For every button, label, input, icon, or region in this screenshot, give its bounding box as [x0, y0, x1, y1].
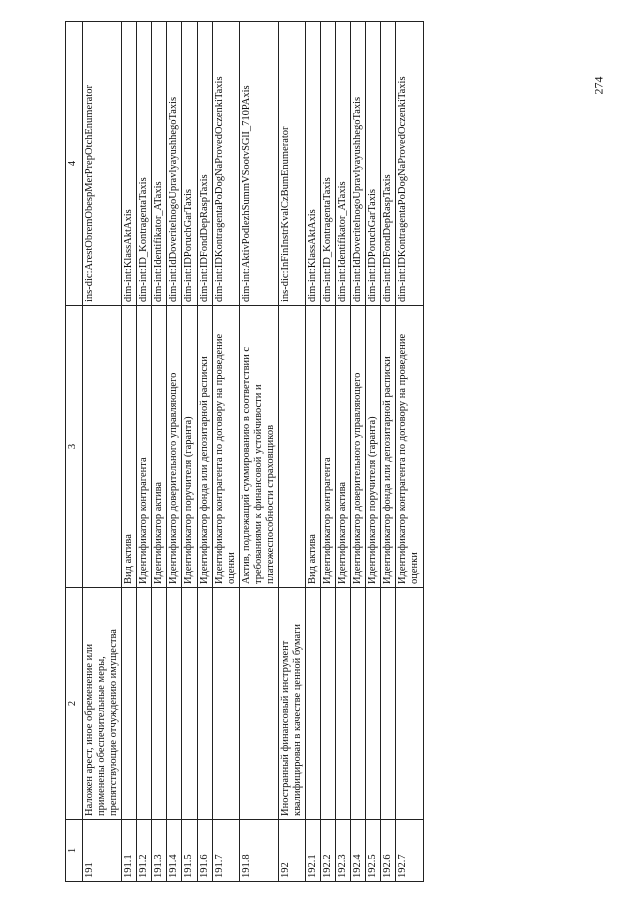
table-cell-col3: Актив, подлежащий суммированию в соответствии с требованиями к финансовой устойчивости и платежеспособности страховщиков — [239, 306, 278, 588]
table-row — [122, 22, 137, 882]
table-row — [212, 22, 239, 882]
table-cell-col4: dim-int:IDKontragentaPoDogNaProvedOczenkiTaxis — [396, 22, 423, 306]
table-row — [278, 22, 305, 882]
table-row — [381, 22, 396, 882]
table-row — [167, 22, 182, 882]
table-cell-col1: 192.1 — [306, 820, 321, 882]
table-row — [306, 22, 321, 882]
table-cell-col4: dim-int:IDFondDepRaspTaxis — [381, 22, 396, 306]
table-cell-col4: dim-int:IDKontragentaPoDogNaProvedOczenkiTaxis — [212, 22, 239, 306]
table-cell-col3 — [278, 306, 305, 588]
table-cell-col3: Идентификатор контрагента по договору на проведение оценки — [212, 306, 239, 588]
table-cell-col2 — [167, 588, 182, 820]
table-row — [321, 22, 336, 882]
table-cell-col1: 192 — [278, 820, 305, 882]
column-header-2: 2 — [66, 588, 83, 820]
rotated-table-container — [65, 22, 575, 882]
table-cell-col1: 192.5 — [366, 820, 381, 882]
table-row — [83, 22, 122, 882]
table-cell-col2: Наложен арест, иное обременение или применены обеспечительные меры, препятствующие отчуждению имущества — [83, 588, 122, 820]
table-cell-col1: 192.4 — [351, 820, 366, 882]
column-header-1: 1 — [66, 820, 83, 882]
table-cell-col4: dim-int:IDPoruchGarTaxis — [182, 22, 197, 306]
table-cell-col4: dim-int:ID_KontragentaTaxis — [321, 22, 336, 306]
table-cell-col3: Идентификатор фонда или депозитарной расписки — [197, 306, 212, 588]
table-header-row — [66, 22, 83, 882]
table-cell-col1: 191.4 — [167, 820, 182, 882]
table-cell-col2 — [321, 588, 336, 820]
column-header-3: 3 — [66, 306, 83, 588]
table-cell-col3: Идентификатор контрагента — [321, 306, 336, 588]
table-cell-col4: dim-int:ID_KontragentaTaxis — [137, 22, 152, 306]
table-cell-col2 — [122, 588, 137, 820]
table-cell-col4: dim-int:Identifikator_ATaxis — [152, 22, 167, 306]
table-cell-col3: Вид актива — [122, 306, 137, 588]
table-cell-col1: 191.1 — [122, 820, 137, 882]
table-cell-col2 — [336, 588, 351, 820]
table-cell-col4: dim-int:KlassAktAxis — [306, 22, 321, 306]
table-cell-col1: 192.3 — [336, 820, 351, 882]
column-header-4: 4 — [66, 22, 83, 306]
table-cell-col1: 192.2 — [321, 820, 336, 882]
table-cell-col4: dim-int:IdDoveritelnogoUpravlyayushhegoTaxis — [167, 22, 182, 306]
table-cell-col3: Идентификатор доверительного управляющего — [351, 306, 366, 588]
table-cell-col2 — [396, 588, 423, 820]
table-cell-col4: dim-int:Identifikator_ATaxis — [336, 22, 351, 306]
table-cell-col1: 191.2 — [137, 820, 152, 882]
table-cell-col1: 191.6 — [197, 820, 212, 882]
table-cell-col3: Идентификатор актива — [336, 306, 351, 588]
table-cell-col1: 191.7 — [212, 820, 239, 882]
table-cell-col3 — [83, 306, 122, 588]
table-cell-col3: Идентификатор контрагента по договору на проведение оценки — [396, 306, 423, 588]
table-cell-col2 — [182, 588, 197, 820]
table-cell-col2: Иностранный финансовый инструмент квалифицирован в качестве ценной бумаги — [278, 588, 305, 820]
table-cell-col2 — [351, 588, 366, 820]
table-cell-col4: dim-int:IDFondDepRaspTaxis — [197, 22, 212, 306]
table-cell-col3: Идентификатор актива — [152, 306, 167, 588]
table-cell-col4: dim-int:AktivPodlezhSummVSootvSGlI_710PAxis — [239, 22, 278, 306]
table-cell-col3: Идентификатор доверительного управляющего — [167, 306, 182, 588]
table-cell-col3: Вид актива — [306, 306, 321, 588]
table-row — [336, 22, 351, 882]
table-cell-col2 — [239, 588, 278, 820]
table-cell-col3: Идентификатор контрагента — [137, 306, 152, 588]
table-cell-col4: dim-int:KlassAktAxis — [122, 22, 137, 306]
table-cell-col1: 191 — [83, 820, 122, 882]
specification-table — [65, 21, 424, 882]
table-cell-col4: ins-dic:ArestObremObespMerPrepOtchEnumerator — [83, 22, 122, 306]
table-cell-col1: 192.6 — [381, 820, 396, 882]
table-row — [197, 22, 212, 882]
table-row — [239, 22, 278, 882]
table-row — [351, 22, 366, 882]
page-number: 274 — [591, 76, 606, 95]
table-cell-col3: Идентификатор поручителя (гаранта) — [366, 306, 381, 588]
table-cell-col3: Идентификатор фонда или депозитарной расписки — [381, 306, 396, 588]
table-cell-col1: 191.3 — [152, 820, 167, 882]
table-cell-col2 — [306, 588, 321, 820]
table-cell-col2 — [137, 588, 152, 820]
table-row — [137, 22, 152, 882]
table-cell-col4: ins-dic:InFinInstrKvalCzBumEnumerator — [278, 22, 305, 306]
table-cell-col2 — [366, 588, 381, 820]
table-cell-col2 — [197, 588, 212, 820]
table-cell-col2 — [381, 588, 396, 820]
table-cell-col2 — [152, 588, 167, 820]
table-row — [366, 22, 381, 882]
table-cell-col2 — [212, 588, 239, 820]
table-cell-col1: 192.7 — [396, 820, 423, 882]
table-row — [396, 22, 423, 882]
table-cell-col4: dim-int:IdDoveritelnogoUpravlyayushhegoTaxis — [351, 22, 366, 306]
table-row — [152, 22, 167, 882]
table-body — [83, 22, 424, 882]
table-cell-col4: dim-int:IDPoruchGarTaxis — [366, 22, 381, 306]
table-row — [182, 22, 197, 882]
table-cell-col3: Идентификатор поручителя (гаранта) — [182, 306, 197, 588]
table-cell-col1: 191.8 — [239, 820, 278, 882]
table-cell-col1: 191.5 — [182, 820, 197, 882]
